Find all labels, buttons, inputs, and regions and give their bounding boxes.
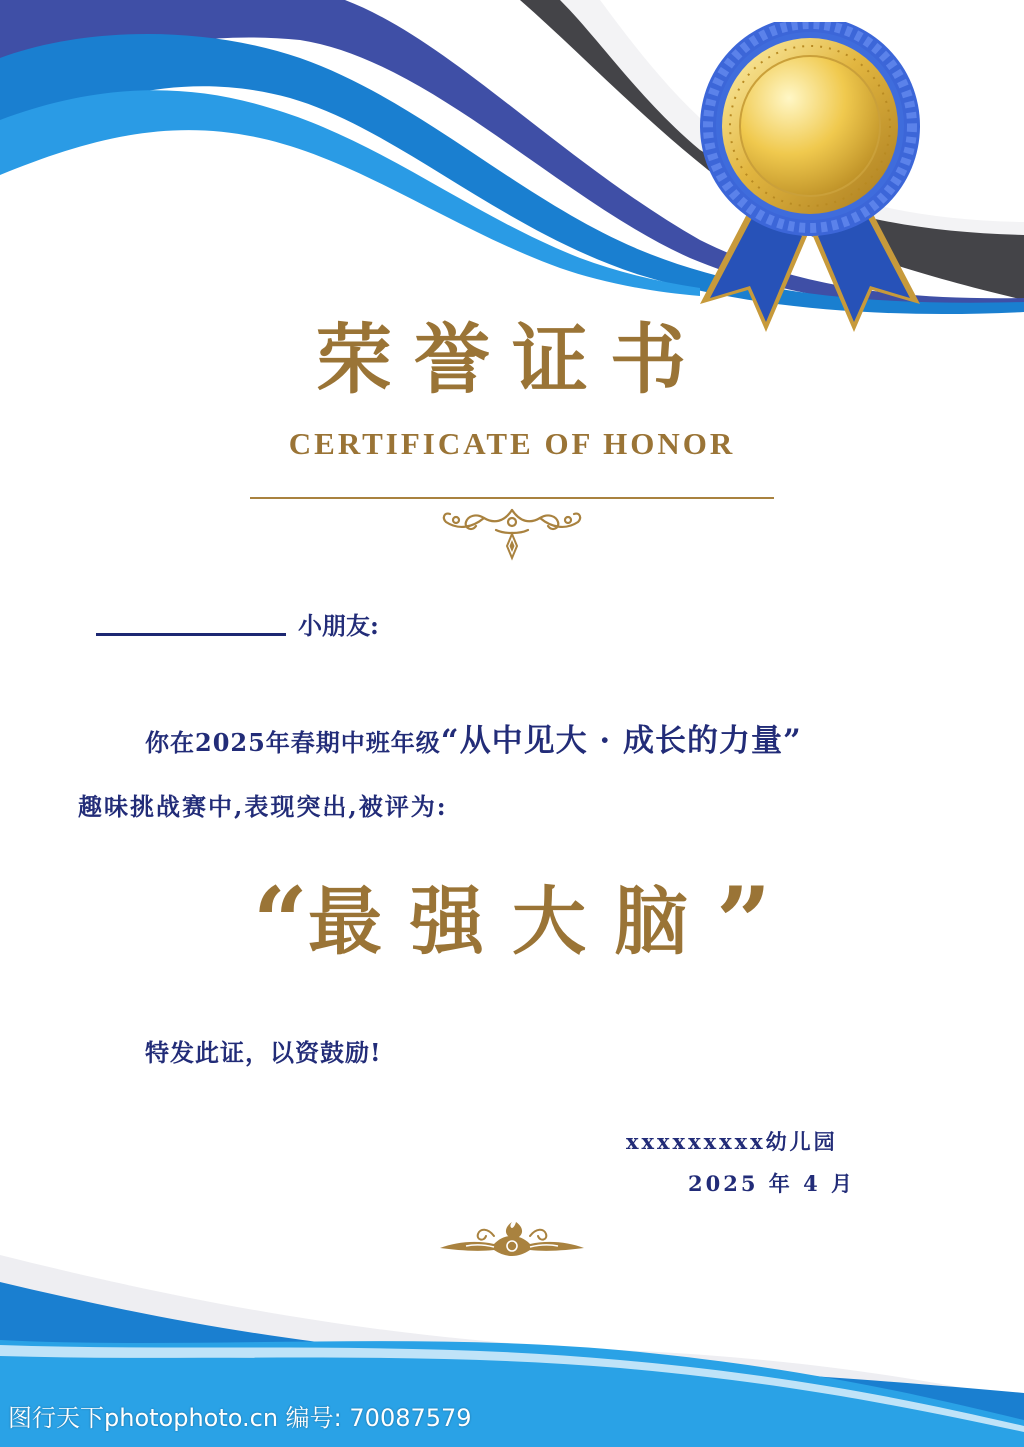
event-name: “从中见大 · 成长的力量” [440, 723, 802, 759]
title-divider [250, 497, 774, 499]
body-line-1 [145, 723, 802, 759]
issue-date: 2025 年 4 月 [688, 1171, 855, 1196]
closing-text: 特发此证，以资鼓励! [145, 1038, 382, 1067]
body-line-1-prefix: 你在2025年春期中班年级 [145, 728, 441, 757]
greeting-text: 小朋友: [298, 611, 379, 640]
gold-medal-rosette-icon [690, 22, 930, 338]
recipient-name-blank [96, 633, 286, 636]
award-title: 最强大脑 [308, 879, 716, 965]
certificate-subtitle: CERTIFICATE OF HONOR [288, 426, 736, 461]
award-open-quote: “ [252, 866, 308, 979]
certificate-title: 荣誉证书 [316, 315, 708, 404]
award-close-quote: ” [716, 866, 772, 979]
scroll-flourish-icon [436, 1218, 588, 1260]
scroll-flourish-icon [436, 500, 588, 562]
body-line-2: 趣味挑战赛中,表现突出,被评为: [78, 792, 448, 821]
watermark-text: 图行天下photophoto.cn 编号: 70087579 [8, 1404, 472, 1432]
award-title-block [0, 866, 1024, 981]
issuer-name: xxxxxxxxx幼儿园 [626, 1129, 838, 1154]
